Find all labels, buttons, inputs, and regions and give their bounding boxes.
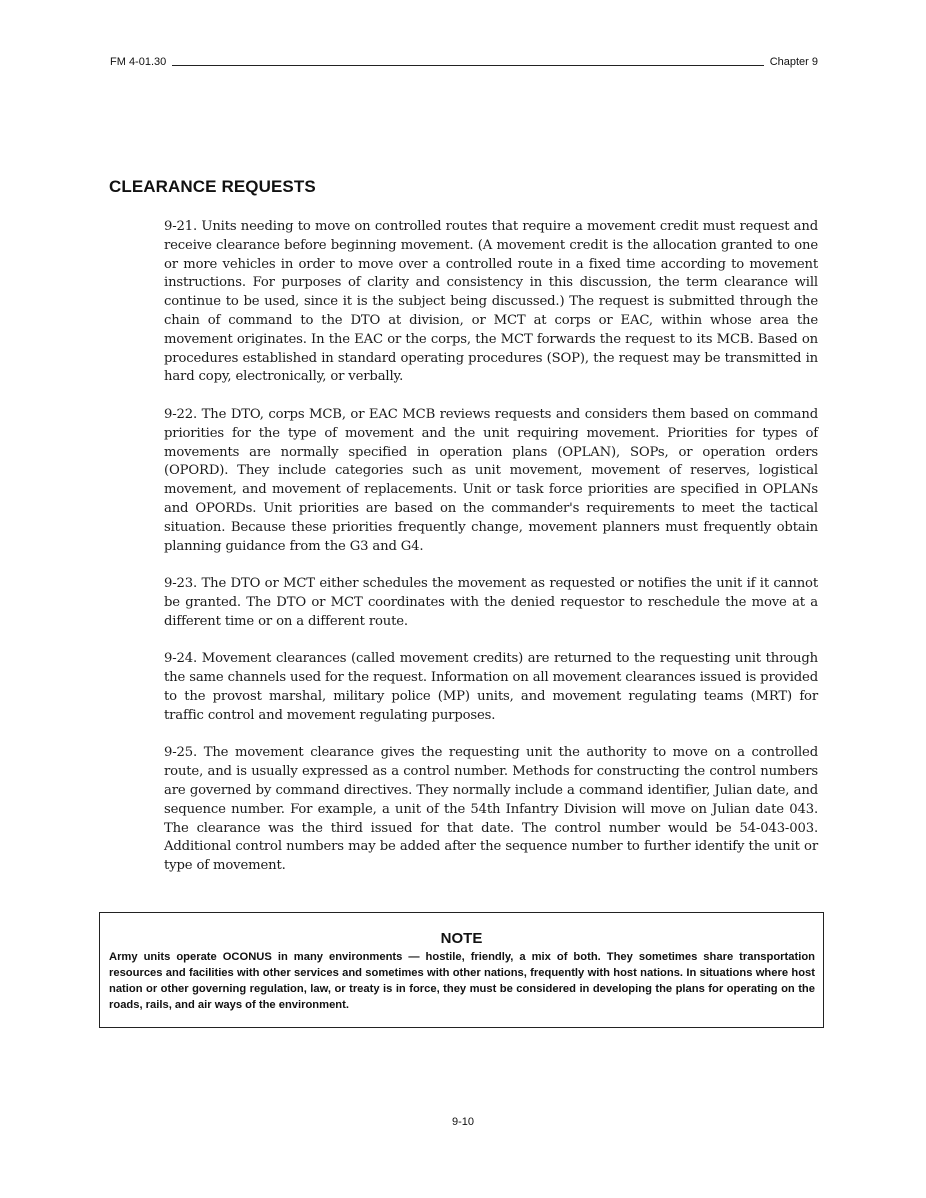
header-rule [172, 65, 763, 66]
paragraph-9-23: 9-23. The DTO or MCT either schedules the movement as requested or notifies the unit if it cannot be granted. The DTO or MCT coordinates with the denied requestor to reschedule the move at a different time or on a different route. [164, 576, 818, 629]
paragraph-9-21: 9-21. Units needing to move on controlled routes that require a movement credit must request and receive clearance before beginning movement. (A movement credit is the allocation granted to one or more vehicles in order to move over a controlled route in a fixed time according to movement instructions. For purposes of clarity and consistency in this discussion, the term clearance will continue to be used, since it is the subject being discussed.) The request is submitted through the chain of command to the DTO at division, or MCT at corps or EAC, within whose area the movement originates. In the EAC or the corps, the MCT forwards the request to its MCB. Based on procedures established in standard operating procedures (SOP), the request may be transmitted in hard copy, electronically, or verbally. [164, 219, 818, 385]
chapter-label: Chapter 9 [769, 56, 818, 68]
page-header [110, 54, 818, 68]
section-title: CLEARANCE REQUESTS [109, 177, 316, 196]
page-number: 9-10 [451, 1116, 475, 1128]
paragraph-9-25: 9-25. The movement clearance gives the requesting unit the authority to move on a controlled route, and is usually expressed as a control number. Methods for constructing the control numbers are governed by command directives. They normally include a command identifier, Julian date, and sequence number. For example, a unit of the 54th Infantry Division will move on Julian date 043. The clearance was the third issued for that date. The control number would be 54-043-003. Additional control numbers may be added after the sequence number to further identify the unit or type of movement. [164, 745, 818, 874]
note-box [99, 912, 824, 1028]
paragraph-9-22: 9-22. The DTO, corps MCB, or EAC MCB reviews requests and considers them based on command priorities for the type of movement and the unit requiring movement. Priorities for types of movements are normally specified in operation plans (OPLAN), SOPs, or operation orders (OPORD). They include categories such as unit movement, movement of reserves, logistical movement, and movement of replacements. Unit or task force priorities are specified in OPLANs and OPORDs. Unit priorities are based on the commander's requirements to meet the tactical situation. Because these priorities frequently change, movement planners must frequently obtain planning guidance from the G3 and G4. [164, 406, 818, 554]
note-text: Army units operate OCONUS in many environments — hostile, friendly, a mix of both. They sometimes share transportation resources and facilities with other services and sometimes with other nations, frequently with host nations. In situations where host nation or other governing regulation, law, or treaty is in force, they must be considered in developing the plans for operating on the roads, rails, and air ways of the environment. [109, 951, 815, 1011]
paragraph-9-24: 9-24. Movement clearances (called movement credits) are returned to the requesting unit through the same channels used for the request. Information on all movement clearances issued is provided to the provost marshal, military police (MP) units, and movement regulating teams (MRT) for traffic control and movement regulating purposes. [164, 651, 818, 723]
body-text [164, 218, 818, 895]
note-title: NOTE [440, 930, 483, 947]
manual-number: FM 4-01.30 [110, 56, 167, 68]
